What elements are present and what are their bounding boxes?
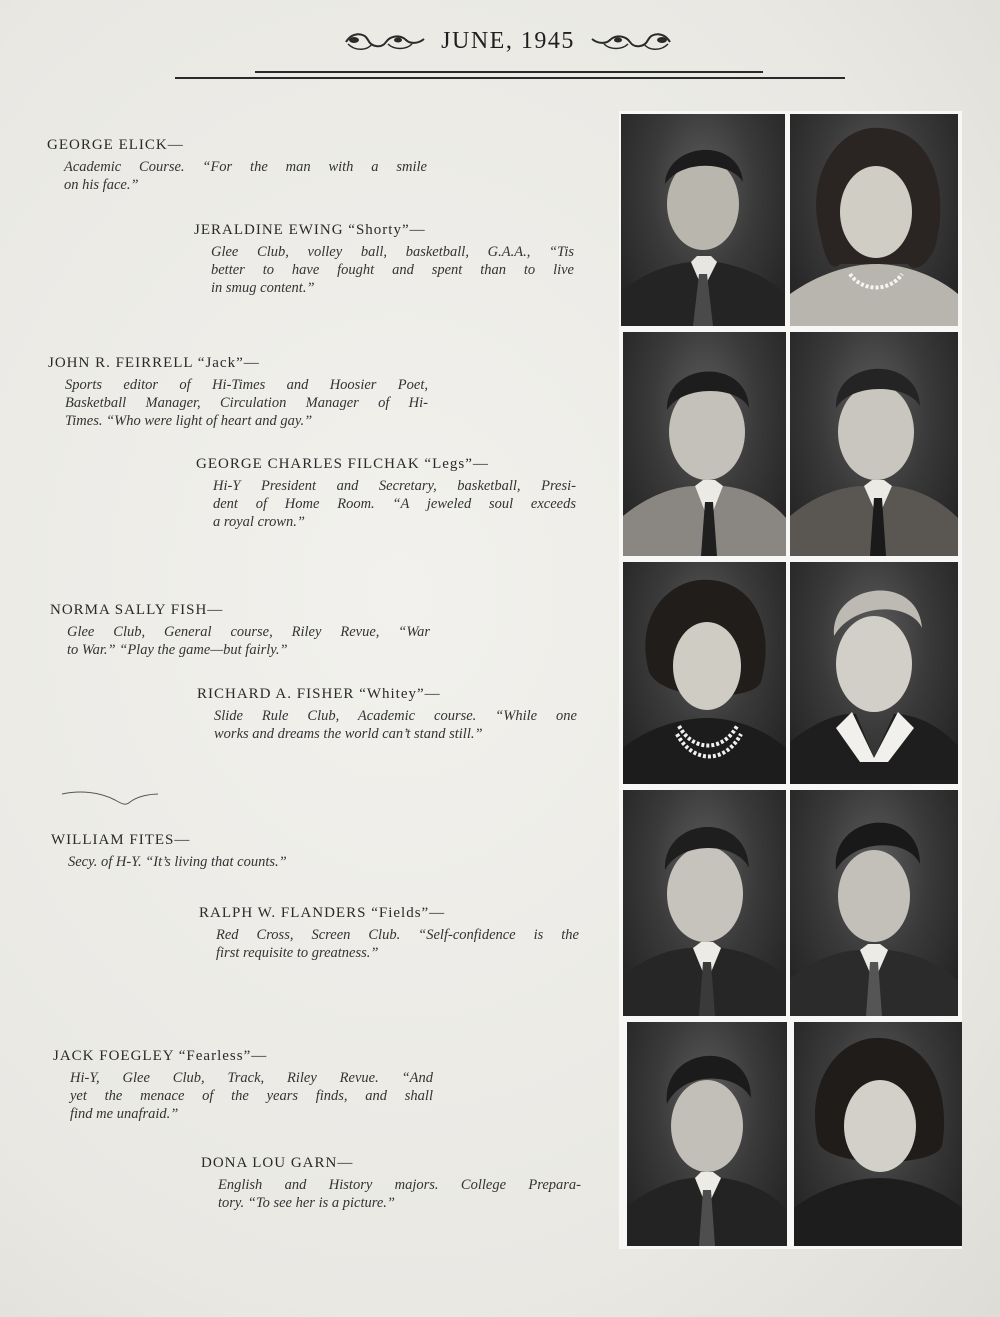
page-title: JUNE, 1945	[441, 28, 575, 54]
senior-entry	[201, 1155, 581, 1212]
scroll-flourish-icon	[589, 30, 674, 54]
senior-entry	[194, 222, 574, 297]
bio-line: a royal crown.”	[213, 514, 305, 530]
senior-entry	[197, 686, 577, 743]
pencil-mark	[60, 788, 160, 810]
portrait-photo	[621, 114, 785, 326]
student-bio	[196, 477, 576, 531]
header-rule-top	[255, 71, 763, 73]
bio-line: in smug content.”	[211, 280, 315, 296]
student-bio	[50, 623, 430, 659]
bio-line: Secy. of H-Y. “It’s living that counts.”	[68, 854, 287, 870]
student-name: JERALDINE EWING “Shorty”—	[194, 222, 426, 238]
bio-line: Hi-Y President and Secretary, basketball, Presi-	[213, 478, 576, 494]
portrait-photo	[623, 332, 786, 556]
bio-line: dent of Home Room. “A jeweled soul exceeds	[213, 496, 576, 512]
student-bio	[53, 1069, 433, 1123]
bio-line: Basketball Manager, Circulation Manager of Hi-	[65, 395, 428, 411]
portrait-photo	[790, 562, 958, 784]
portrait-photo	[623, 790, 786, 1016]
bio-line: Academic Course. “For the man with a smile	[64, 159, 427, 175]
student-name: GEORGE ELICK—	[47, 137, 184, 153]
portrait-grid	[619, 111, 962, 1249]
student-bio	[197, 707, 577, 743]
student-name: DONA LOU GARN—	[201, 1155, 354, 1171]
scroll-flourish-icon	[342, 30, 427, 54]
senior-entry	[47, 137, 427, 194]
student-bio	[47, 158, 427, 194]
bio-line: to War.” “Play the game—but fairly.”	[67, 642, 288, 658]
bio-line: tory. “To see her is a picture.”	[218, 1195, 395, 1211]
portrait-photo	[790, 332, 958, 556]
senior-entry	[50, 602, 430, 659]
student-bio	[199, 926, 579, 962]
senior-entry	[51, 832, 431, 871]
bio-line: on his face.”	[64, 177, 139, 193]
student-name: RICHARD A. FISHER “Whitey”—	[197, 686, 441, 702]
student-bio	[201, 1176, 581, 1212]
senior-entry	[48, 355, 428, 430]
senior-entry	[53, 1048, 433, 1123]
bio-line: Times. “Who were light of heart and gay.”	[65, 413, 313, 429]
student-name: NORMA SALLY FISH—	[50, 602, 224, 618]
bio-line: Sports editor of Hi-Times and Hoosier Poet,	[65, 377, 428, 393]
senior-entry	[199, 905, 579, 962]
bio-line: yet the menace of the years finds, and shall	[70, 1088, 433, 1104]
bio-line: Slide Rule Club, Academic course. “While one	[214, 708, 577, 724]
bio-line: English and History majors. College Prepara-	[218, 1177, 581, 1193]
bio-line: first requisite to greatness.”	[216, 945, 379, 961]
senior-entry	[196, 456, 576, 531]
bio-line: Hi-Y, Glee Club, Track, Riley Revue. “And	[70, 1070, 433, 1086]
bio-line: Glee Club, volley ball, basketball, G.A.A., “Tis	[211, 244, 574, 260]
portrait-photo	[623, 562, 786, 784]
student-bio	[48, 376, 428, 430]
portrait-photo	[627, 1022, 787, 1246]
portrait-photo	[790, 790, 958, 1016]
student-name: JACK FOEGLEY “Fearless”—	[53, 1048, 268, 1064]
page-header	[0, 28, 1000, 68]
bio-line: Red Cross, Screen Club. “Self-confidence is the	[216, 927, 579, 943]
student-name: RALPH W. FLANDERS “Fields”—	[199, 905, 446, 921]
bio-line: works and dreams the world can’t stand still.”	[214, 726, 483, 742]
header-rule-bottom	[175, 77, 845, 79]
student-name: GEORGE CHARLES FILCHAK “Legs”—	[196, 456, 489, 472]
portrait-photo	[790, 114, 958, 326]
student-bio	[194, 243, 574, 297]
bio-line: Glee Club, General course, Riley Revue, “War	[67, 624, 430, 640]
student-bio	[51, 853, 431, 871]
bio-line: find me unafraid.”	[70, 1106, 179, 1122]
portrait-photo	[794, 1022, 962, 1246]
student-name: WILLIAM FITES—	[51, 832, 191, 848]
student-name: JOHN R. FEIRRELL “Jack”—	[48, 355, 260, 371]
bio-line: better to have fought and spent than to live	[211, 262, 574, 278]
